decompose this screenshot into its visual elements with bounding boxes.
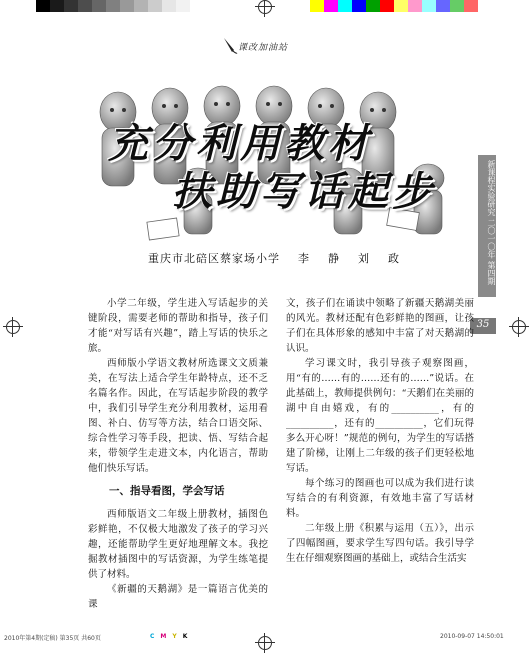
paragraph: 西师版语文二年级上册教材，插图色彩鲜艳，不仅极大地激发了孩子的学习兴趣，还能帮助学生更好地理解文本。我挖掘教材插图中的写话资源，为学生练笔提供了材料。 xyxy=(88,509,268,580)
journal-side-label xyxy=(478,160,496,285)
color-swatch xyxy=(324,0,338,12)
registration-mark-right xyxy=(512,320,526,334)
paragraph: 西师版小学语文教材所选课文文质兼美，在写法上适合学生年龄特点，还不乏名篇名作。因此，在写话起步阶段的教学中，我们引导学生充分利用教材，运用看图、补白、仿写等方法，结合口语交际、综合性学习等手段，把读、悟、写结合起来，带领学生走进文本，内化语言，帮助他们快乐写话。 xyxy=(88,358,268,474)
color-swatch xyxy=(50,0,64,12)
journal-issue: 二〇一〇年 第四期 xyxy=(487,218,496,286)
color-swatch xyxy=(36,0,50,12)
cmyk-y: Y xyxy=(172,633,177,640)
color-swatch xyxy=(78,0,92,12)
footer-slug-left: 2010年第4期(定稿) 第35页 共60页 xyxy=(4,635,101,642)
color-swatch xyxy=(366,0,380,12)
paragraph: 每个练习的图画也可以成为我们进行读写结合的有利资源，有效地丰富了写话材料。 xyxy=(286,478,474,519)
brush-icon xyxy=(222,36,238,54)
footer-cmyk xyxy=(150,633,193,640)
color-swatch xyxy=(176,0,190,12)
color-swatch xyxy=(92,0,106,12)
color-swatch xyxy=(148,0,162,12)
color-swatch xyxy=(436,0,450,12)
color-swatch xyxy=(422,0,436,12)
color-swatch xyxy=(352,0,366,12)
paragraph: 小学二年级，学生进入写话起步的关键阶段，需要老师的帮助和指导，孩子们才能“对写话有兴趣”，踏上写话的快乐之旅。 xyxy=(88,298,268,354)
color-swatch xyxy=(310,0,324,12)
title-line-2: 扶助写话起步 xyxy=(172,169,436,215)
color-swatch xyxy=(450,0,464,12)
paragraph: 文，孩子们在诵读中领略了新疆天鹅湖美丽的风光。教材还配有色彩鲜艳的图画，让孩子们在具体形象的感知中丰富了对天鹅湖的认识。 xyxy=(286,298,474,354)
cmyk-k: K xyxy=(182,633,188,640)
right-column xyxy=(286,296,474,566)
color-swatch xyxy=(64,0,78,12)
footer-slug-right: 2010-09-07 14:50:01 xyxy=(440,633,504,640)
registration-mark-top xyxy=(258,0,272,14)
journal-name: 新课程实验研究 xyxy=(487,160,496,216)
color-swatch xyxy=(408,0,422,12)
title-line-1: 充分利用教材 xyxy=(108,121,372,167)
color-swatch xyxy=(338,0,352,12)
color-swatch xyxy=(120,0,134,12)
registration-mark-bottom xyxy=(258,636,272,650)
cmyk-c: C xyxy=(150,633,155,640)
color-swatch xyxy=(162,0,176,12)
color-swatch xyxy=(380,0,394,12)
color-swatch xyxy=(106,0,120,12)
cmyk-m: M xyxy=(160,633,167,640)
left-column xyxy=(88,296,268,612)
registration-mark-left xyxy=(6,320,20,334)
author-byline: 重庆市北碚区蔡家场小学 李 静 刘 政 xyxy=(148,252,400,265)
section-tag: 课改加油站 xyxy=(238,43,289,53)
paragraph: 《新疆的天鹅湖》是一篇语言优美的课 xyxy=(88,584,268,610)
paragraph: 二年级上册《积累与运用（五）》，出示了四幅图画，要求学生写四句话。我引导学生在仔细观察图画的基础上，或结合生活实 xyxy=(286,523,474,564)
color-swatch xyxy=(134,0,148,12)
color-swatch xyxy=(464,0,478,12)
color-swatch xyxy=(394,0,408,12)
page-number: 35 xyxy=(476,319,490,330)
paragraph: 学习课文时，我引导孩子观察图画，用“有的……有的……还有的……”说话。在此基础上，教师提供例句：“天鹅们在美丽的湖中自由嬉戏，有的__________，有的__________，还有的__________，它们玩得多么开心呀！”规范的例句，为学生的写话搭建了阶梯，让刚上二年级的孩子们更轻松地写话。 xyxy=(286,358,474,474)
section-heading: 一、指导看图，学会写话 xyxy=(109,485,225,497)
